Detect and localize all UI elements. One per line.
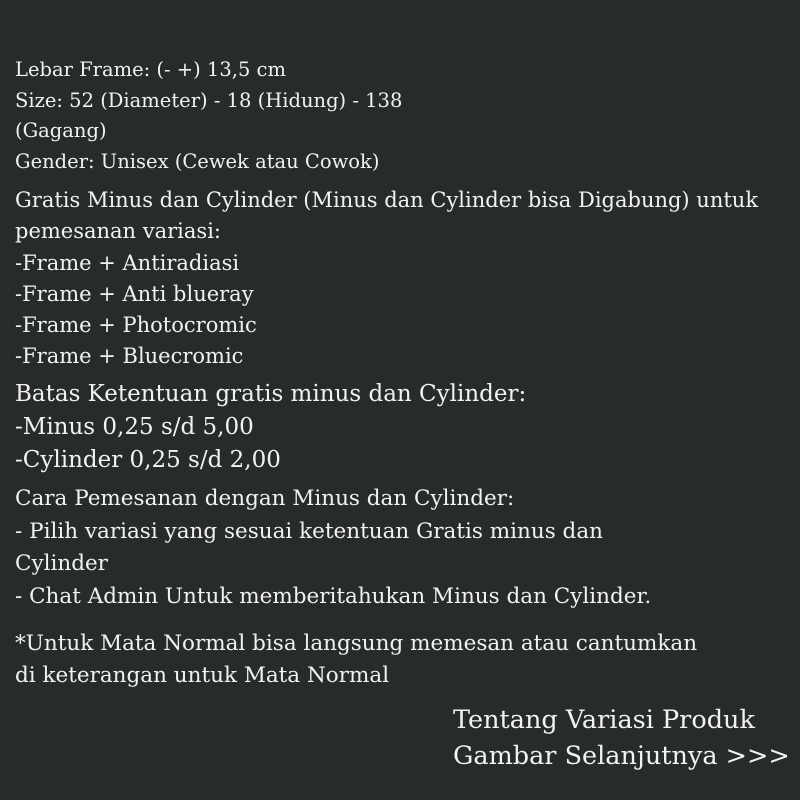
note-line-1: *Untuk Mata Normal bisa langsung memesan atau cantumkan <box>15 631 698 656</box>
limits <box>15 378 780 477</box>
frame-specs <box>15 55 780 177</box>
variant-antiradiasi: -Frame + Antiradiasi <box>15 250 240 275</box>
footer-line-1: Tentang Variasi Produk <box>453 705 755 735</box>
limit-cylinder: -Cylinder 0,25 s/d 2,00 <box>15 447 281 473</box>
variant-anti-blueray: -Frame + Anti blueray <box>15 281 254 306</box>
ordering-heading: Cara Pemesanan dengan Minus dan Cylinder: <box>15 486 515 511</box>
variant-photocromic: -Frame + Photocromic <box>15 313 257 338</box>
spec-size: Size: 52 (Diameter) - 18 (Hidung) - 138 <box>15 88 403 112</box>
ordering-step-1: - Pilih variasi yang sesuai ketentuan Gratis minus dan <box>15 518 603 544</box>
variant-bluecromic: -Frame + Bluecromic <box>15 344 244 369</box>
note-line-2: di keterangan untuk Mata Normal <box>15 662 390 688</box>
next-image-hint <box>453 702 790 774</box>
normal-eye-note <box>15 628 780 691</box>
spec-size-cont: (Gagang) <box>15 119 107 142</box>
free-offer <box>15 185 780 373</box>
spec-frame-width: Lebar Frame: (- +) 13,5 cm <box>15 58 286 81</box>
ordering-step-2: - Chat Admin Untuk memberitahukan Minus dan Cylinder. <box>15 583 652 609</box>
free-offer-heading: Gratis Minus dan Cylinder (Minus dan Cylinder bisa Digabung) untuk <box>15 188 759 212</box>
ordering-step-1-cont: Cylinder <box>15 551 108 576</box>
footer-line-2: Gambar Selanjutnya >>> <box>453 741 790 771</box>
spec-gender: Gender: Unisex (Cewek atau Cowok) <box>15 149 380 173</box>
free-offer-heading-cont: pemesanan variasi: <box>15 219 221 244</box>
ordering-steps <box>15 483 780 613</box>
limit-minus: -Minus 0,25 s/d 5,00 <box>15 414 254 440</box>
limits-heading: Batas Ketentuan gratis minus dan Cylinder: <box>15 381 527 407</box>
